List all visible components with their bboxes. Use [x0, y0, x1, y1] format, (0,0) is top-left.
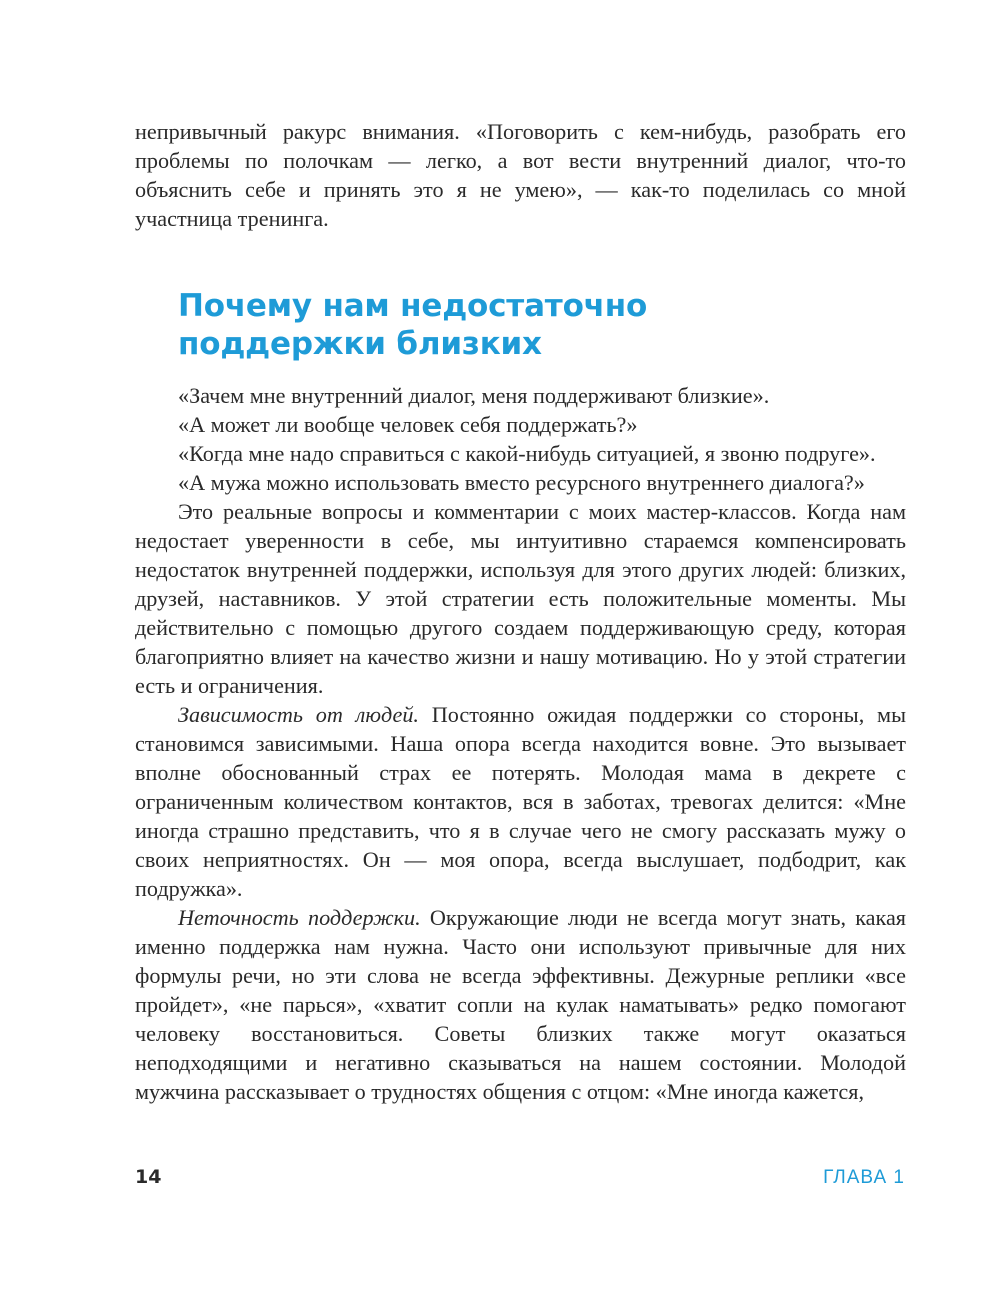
paragraph-2-lead: Зависимость от людей. — [178, 702, 419, 727]
quote-1: «Зачем мне внутренний диалог, меня поддерживают близкие». — [178, 383, 770, 408]
quote-2: «А может ли вообще человек себя поддержать?» — [178, 412, 638, 437]
section-heading-line-1: Почему нам недостаточно — [178, 288, 648, 324]
chapter-label: ГЛАВА 1 — [823, 1167, 905, 1188]
paragraph-2-text: Постоянно ожидая поддержки со стороны, мы становимся зависимыми. Наша опора всегда находится вовне. Это вызывает вполне обоснованный страх ее потерять. Молодая мама в декрете с ограниченным количеством контактов, вся в заботах, тревогах делится: «Мне иногда страшно представить, что я в случае чего не смогу рассказать мужу о своих неприятностях. Он — моя опора, всегда выслушает, подбодрит, как подружка». — [135, 702, 906, 901]
quote-4: «А мужа можно использовать вместо ресурсного внутреннего диалога?» — [178, 470, 865, 495]
paragraph-1: Это реальные вопросы и комментарии с моих мастер-классов. Когда нам недостает уверенности в себе, мы интуитивно стараемся компенсировать недостаток внутренней поддержки, используя для этого других людей: близких, друзей, наставников. У этой стратегии есть положительные моменты. Мы действительно с помощью другого создаем поддерживающую среду, которая благоприятно влияет на качество жизни и нашу мотивацию. Но у этой стратегии есть и ограничения. — [135, 499, 906, 698]
section-heading-line-2: поддержки близких — [178, 326, 542, 362]
section-body — [135, 381, 906, 1106]
paragraph-2 — [135, 700, 906, 903]
page-number: 14 — [135, 1166, 162, 1188]
paragraph-3 — [135, 903, 906, 1106]
intro-paragraph: непривычный ракурс внимания. «Поговорить с кем-нибудь, разобрать его проблемы по полочкам — легко, а вот вести внутренний диалог, что-то объяснить себе и принять это я не умею», — как-то поделилась со мной участница тренинга. — [135, 119, 906, 231]
quote-3: «Когда мне надо справиться с какой-нибудь ситуацией, я звоню подруге». — [178, 441, 876, 466]
section-heading — [178, 287, 647, 363]
paragraph-3-lead: Неточность поддержки. — [178, 905, 421, 930]
paragraph-3-text: Окружающие люди не всегда могут знать, какая именно поддержка нам нужна. Часто они используют привычные для них формулы речи, но эти слова не всегда эффективны. Дежурные реплики «все пройдет», «не парься», «хватит сопли на кулак наматывать» редко помогают человеку восстановиться. Советы близких также могут оказаться неподходящими и негативно сказываться на нашем состоянии. Молодой мужчина рассказывает о трудностях общения с отцом: «Мне иногда кажется, — [135, 905, 907, 1104]
intro-block — [135, 117, 906, 233]
